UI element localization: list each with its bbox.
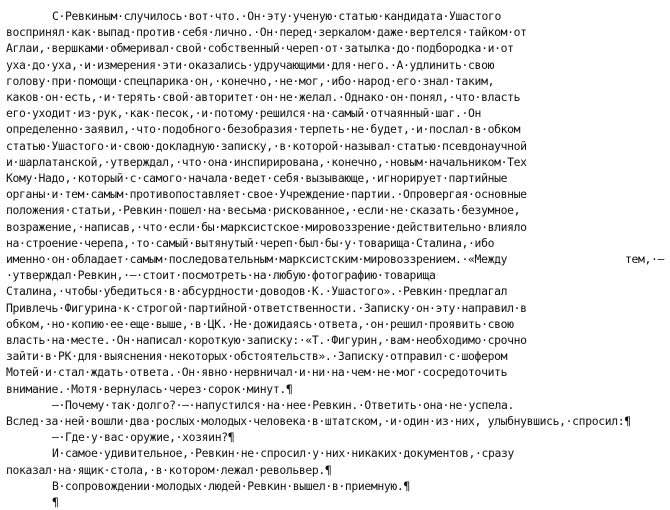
paragraph-4: И·самое·удивительное,·Ревкин·не·спросил·у·них·никаких·документов,·сразу показал·на·ящик·стола,·в·котором·лежал·револьвер.¶ bbox=[6, 446, 515, 477]
document-text bbox=[6, 8, 664, 510]
paragraph-5: В·сопровождении·молодых·людей·Ревкин·вышел·в·приемную.¶ bbox=[52, 478, 410, 493]
paragraph-2: —·Почему·так·долго?·—·напустился·на·нее·Ревкин.·Ответить·она·не·успела. Вслед·за·ней·вошли·два·рослых·молодых·человека·в·штатском,·и·один·из·них, улыбнувшись,·спросил:¶ bbox=[6, 397, 631, 429]
paragraph-3: —·Где·у·вас·оружие,·хозяин?¶ bbox=[52, 430, 235, 445]
paragraph-6: ¶ bbox=[52, 495, 59, 510]
paragraph-1: С·Ревкиным·случилось·вот·что.·Он·эту·ученую·статью·кандидата·Ушастого воспринял·как·выпад·против·себя·лично.·Он·перед·зеркалом·даже·вертелся·тайком·от Аглаи,·вершками·обмеривал·свой·собственный·череп·от·затылка·до·подбородка·и·от уха·до·уха,·и·измерения·эти·оказались·удручающими·для·него.·А·удлинить·свою голову·при·помощи·спецпарика·он,·конечно,·не·мог,·ибо·народ·его·знал·таким, каков·он·есть,·и·терять·свой·авторитет·он·не·желал.·Однако·он·понял,·что·власть его·уходит·из·рук,·как·песок,·и·потому·решился·на·самый·отчаянный·шаг.·Он определенно·заявил,·что·подобного·безобразия·терпеть·не·будет,·и·послал·в·обком статью·Ушастого·и·свою·докладную·записку,·в·которой·называл·статью·псевдонаучной и·шарлатанской,·утверждал,·что·она·инспирирована,·конечно,·новым·начальником·Тех Кому·Надо,·который·с·самого·начала·ведет·себя·вызывающе,·игнорирует·партийные органы·и·тем·самым·противопоставляет·свое·Учреждение·партии.·Опровергая·основные положения·статьи,·Ревкин·пошел·на·весьма·рискованное,·если·не·сказать·безумное, возражение,·написав,·что·если·бы·марксистское·мировоззрение·действительно·влияло на·строение·черепа,·то·самый·вытянутый·череп·был·бы·у·товарища·Сталина,·ибо именно·он·обладает·самым·последовательным·марксистским·мировоззрением.·«Между тем,·—·утверждал·Ревкин,·—·стоит·посмотреть·на·любую·фотографию·товарища Сталина,·чтобы·убедиться·в·абсурдности·доводов·К.·Ушастого».·Ревкин·предлагал Привлечь·Фигурина·к·строгой·партийной·ответственности.·Записку·он·эту·направил·в обком,·но·копию·ее·еще·выше,·в·ЦК.·Не·дожидаясь·ответа,·он·решил·проявить·свою власть·на·месте.·Он·написал·короткую·записку:·«Т.·Фигурин,·вам·необходимо·срочно зайти·в·РК·для·выяснения·некоторых·обстоятельств».·Записку·отправил·с·шофером Мотей·и·стал·ждать·ответа.·Он·явно·нервничал·и·ни·на·чем·не·мог·сосредоточить внимание.·Мотя·вернулась·через·сорок·минут.¶ bbox=[6, 9, 664, 396]
